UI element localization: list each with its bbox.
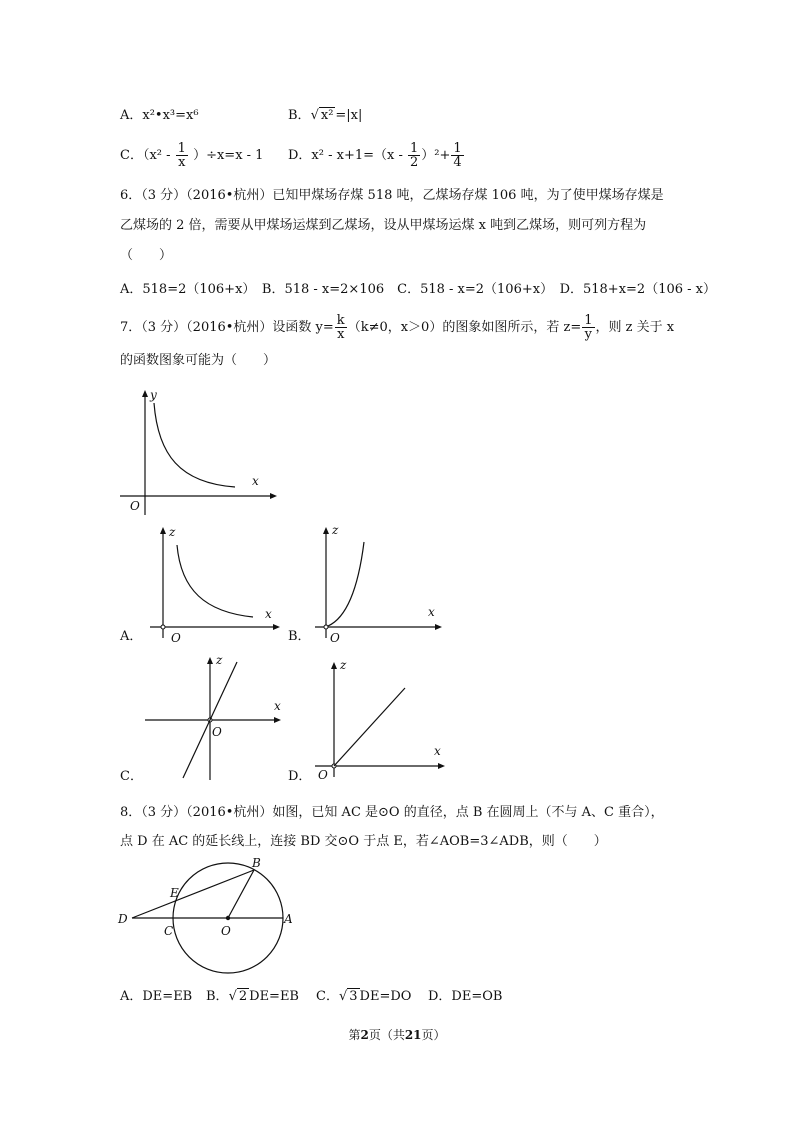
q6-line-1: 6．（3 分）（2016•杭州）已知甲煤场存煤 518 吨，乙煤场存煤 106 吨，为了使甲煤场存煤是 bbox=[120, 188, 664, 203]
page-footer bbox=[0, 1026, 794, 1043]
q7-b-origin: O bbox=[330, 631, 340, 645]
q5-d-num2: 1 bbox=[453, 141, 462, 156]
q8-circle-figure bbox=[110, 855, 310, 980]
q8-line-2: 点 D 在 AC 的延长线上，连接 BD 交⊙O 于点 E，若∠AOB=3∠ADB，则（ ） bbox=[120, 834, 607, 849]
q7-option-a-label: A． bbox=[120, 629, 143, 644]
q8-line-1: 8．（3 分）（2016•杭州）如图，已知 AC 是⊙O 的直径，点 B 在圆周上（不与 A、C 重合）， bbox=[120, 805, 664, 820]
q8-option-c-rest: DE=DO bbox=[359, 989, 412, 1004]
q7-given-axis-y: y bbox=[150, 388, 157, 402]
q7-option-b-curve bbox=[328, 542, 364, 626]
q7-given-origin: O bbox=[130, 499, 140, 513]
q7-option-d-graph bbox=[310, 655, 460, 785]
q7-c-axis-x: x bbox=[274, 699, 281, 713]
q7-option-b-label: B． bbox=[288, 629, 311, 644]
q7-d-axis-z: z bbox=[340, 658, 347, 672]
q7-given-graph bbox=[110, 385, 280, 520]
q7-frac1-den: x bbox=[337, 327, 345, 342]
q5-option-c-label: C．（x² - bbox=[120, 148, 171, 163]
q7-line-1-c: ，则 z 关于 x bbox=[595, 320, 675, 335]
q7-c-origin: O bbox=[212, 725, 222, 739]
q5-option-b-label: B． bbox=[288, 108, 311, 123]
q7-line-2: 的函数图象可能为（ ） bbox=[120, 353, 277, 368]
q5-option-b: B．√ x² =|x| bbox=[288, 108, 363, 123]
footer-mid: 页（共 bbox=[368, 1028, 405, 1042]
q5-option-c-fraction bbox=[176, 142, 188, 169]
q5-option-d bbox=[288, 142, 465, 169]
q7-b-axis-z: z bbox=[332, 523, 339, 537]
q8-option-c-radicand: 3 bbox=[349, 989, 358, 1004]
q5-option-d-label: D．x² - x+1=（x - bbox=[288, 148, 403, 163]
q7-option-a-graph bbox=[145, 520, 285, 645]
q8-pt-c: C bbox=[164, 924, 174, 938]
q8-line-db bbox=[132, 870, 254, 918]
q7-frac2-num: 1 bbox=[584, 313, 593, 328]
q5-d-num1: 1 bbox=[410, 141, 419, 156]
q7-fraction-k-over-x bbox=[335, 314, 347, 341]
footer-post: 页） bbox=[421, 1028, 446, 1042]
q6-line-3: （ ） bbox=[120, 248, 173, 263]
q6-line-2: 乙煤场的 2 倍，需要从甲煤场运煤到乙煤场，设从甲煤场运煤 x 吨到乙煤场，则可列方程为 bbox=[120, 218, 647, 233]
q5-c-num: 1 bbox=[177, 141, 186, 156]
q8-option-b-label: B． bbox=[206, 989, 229, 1004]
q8-line-ob bbox=[228, 870, 254, 918]
q7-a-axis-x: x bbox=[265, 607, 272, 621]
q7-option-d-label: D． bbox=[288, 769, 312, 784]
q5-option-d-mid: ）²+ bbox=[421, 148, 451, 163]
q7-option-a-curve bbox=[177, 545, 253, 617]
q7-d-axis-x: x bbox=[434, 744, 441, 758]
q5-d-fraction-1 bbox=[408, 142, 420, 169]
q5-option-b-rest: =|x| bbox=[335, 108, 363, 123]
q7-a-axis-z: z bbox=[169, 525, 176, 539]
q7-a-origin: O bbox=[171, 631, 181, 645]
q8-pt-d: D bbox=[118, 912, 128, 926]
q8-pt-e: E bbox=[170, 886, 179, 900]
q8-option-b: B．√ 2 DE=EB bbox=[206, 989, 299, 1004]
q8-center-dot bbox=[226, 916, 230, 920]
q5-option-c bbox=[120, 142, 263, 169]
q8-option-c-label: C． bbox=[316, 989, 339, 1004]
q7-given-curve bbox=[154, 403, 235, 487]
q8-pt-a: A bbox=[284, 912, 293, 926]
q7-given-axis-x: x bbox=[252, 474, 259, 488]
q8-option-a: A．DE=EB bbox=[120, 989, 193, 1004]
footer-page-number: 2 bbox=[360, 1028, 369, 1042]
q8-option-b-rest: DE=EB bbox=[249, 989, 299, 1004]
q7-line-1-b: （k≠0，x＞0）的图象如图所示，若 z= bbox=[347, 320, 582, 335]
q7-option-b-graph bbox=[310, 520, 450, 645]
q5-option-b-radicand: x² bbox=[320, 108, 334, 123]
footer-total-pages: 21 bbox=[404, 1028, 422, 1042]
q8-option-d: D．DE=OB bbox=[428, 989, 503, 1004]
q7-c-axis-z: z bbox=[216, 653, 223, 667]
q7-b-axis-x: x bbox=[428, 605, 435, 619]
q7-d-origin: O bbox=[318, 768, 328, 782]
q5-c-den: x bbox=[178, 155, 186, 170]
q7-line-1 bbox=[120, 314, 674, 341]
q7-frac1-num: k bbox=[336, 313, 345, 328]
q5-option-c-rest: ）÷x=x - 1 bbox=[193, 148, 264, 163]
q7-frac2-den: y bbox=[584, 327, 593, 342]
q6-options: A．518=2（106+x） B．518 - x=2×106 C．518 - x=2（106+x） D．518+x=2（106 - x） bbox=[120, 282, 717, 297]
q7-option-d-line bbox=[334, 688, 405, 766]
q5-d-den2: 4 bbox=[453, 155, 462, 170]
q8-option-c: C．√ 3 DE=DO bbox=[316, 989, 412, 1004]
q5-option-a: A．x²•x³=x⁶ bbox=[120, 108, 199, 123]
q7-option-c-graph bbox=[140, 650, 290, 785]
q8-pt-b: B bbox=[252, 856, 261, 870]
q7-line-1-a: 7．（3 分）（2016•杭州）设函数 y= bbox=[120, 320, 334, 335]
q5-d-den1: 2 bbox=[410, 155, 419, 170]
footer-pre: 第 bbox=[348, 1028, 361, 1042]
q7-option-c-label: C． bbox=[120, 769, 143, 784]
q8-pt-o: O bbox=[221, 924, 231, 938]
q5-d-fraction-2 bbox=[451, 142, 463, 169]
q7-fraction-1-over-y bbox=[582, 314, 594, 341]
q8-option-b-radicand: 2 bbox=[238, 989, 248, 1004]
